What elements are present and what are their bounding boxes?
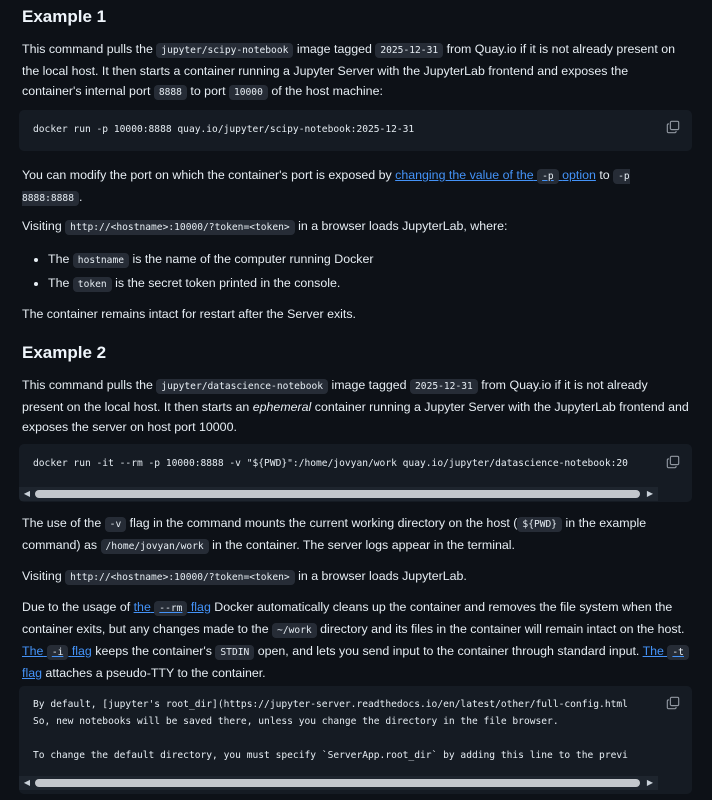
example-2-code-block (19, 444, 692, 502)
example-1-bullet-list (22, 249, 690, 295)
scrollbar-thumb[interactable] (35, 779, 640, 787)
list-item: • The hostname is the name of the computer running Docker (48, 249, 690, 271)
example-1-code[interactable]: docker run -p 10000:8888 quay.io/jupyter/scipy-notebook:2025-12-31 (33, 124, 415, 135)
copy-icon[interactable] (666, 455, 682, 471)
example-2-horizontal-scrollbar[interactable] (19, 487, 658, 501)
copy-icon[interactable] (666, 120, 682, 136)
example-1-heading: Example 1 (22, 7, 107, 26)
example-2-volume-text: The use of the -v flag in the command mounts the current working directory on the host ( ${PWD} in the example command) as /home/jovyan/work in the container. The server logs appear in the terminal. (22, 516, 647, 552)
example-2-flags-text: Due to the usage of the --rm flag Docker automatically cleans up the container and removes the file system when the container exits, but any changes made to the ~/work directory and its files in the container will remain intact on the host. The -i flag keeps the container's STDIN open, and lets you send input to the container through standard input. The -t flag attaches a pseudo-TTY to the container. (22, 597, 690, 683)
root-dir-code[interactable]: By default, [jupyter's root_dir](https://jupyter-server.readthedocs.io/en/latest/other/full-config.html So, new notebooks will be saved there, unless you change the directory in the file browser. To change the default directory, you must specify `ServerApp.root_dir` by adding this line to the previ (33, 699, 628, 761)
copy-icon[interactable] (666, 696, 682, 712)
scroll-left-arrow-icon[interactable]: ◀ (23, 489, 31, 498)
scroll-left-arrow-icon[interactable]: ◀ (23, 778, 31, 787)
rm-flag-link[interactable]: the --rm flag (133, 600, 211, 614)
root-dir-code-block (19, 686, 692, 794)
scrollbar-thumb[interactable] (35, 490, 640, 498)
example-2-description: This command pulls the jupyter/datascience-notebook image tagged 2025-12-31 from Quay.io if it is not already present on the local host. It then starts an ephemeral container running a Jupyter Server with the JupyterLab frontend and exposes the server on host port 10000. (22, 378, 689, 434)
example-1-port-text: You can modify the port on which the container's port is exposed by changing the value of the -p option to -p 8888:8888 . (22, 168, 630, 204)
i-flag-link[interactable]: The -i flag (22, 644, 92, 658)
root-dir-horizontal-scrollbar[interactable] (19, 776, 658, 790)
scroll-right-arrow-icon[interactable]: ▶ (646, 489, 654, 498)
list-item: • The token is the secret token printed in the console. (48, 273, 690, 295)
example-1-code-block (19, 110, 692, 151)
example-1-visiting-text: Visiting http://<hostname>:10000/?token=<token> in a browser loads JupyterLab, where: (22, 219, 508, 233)
example-2-code[interactable]: docker run -it --rm -p 10000:8888 -v "${PWD}":/home/jovyan/work quay.io/jupyter/datascience-notebook:20 (33, 458, 628, 469)
example-1-description: This command pulls the jupyter/scipy-notebook image tagged 2025-12-31 from Quay.io if it is not already present on the local host. It then starts a container running a Jupyter Server with the JupyterLab frontend and exposes the container's internal port 8888 to port 10000 of the host machine: (22, 42, 675, 98)
scroll-right-arrow-icon[interactable]: ▶ (646, 778, 654, 787)
t-flag-link[interactable]: The -t flag (22, 644, 689, 680)
port-mapping-code: -p 8888:8888 (22, 171, 630, 204)
port-option-link[interactable]: changing the value of the -p option (395, 168, 596, 182)
example-1-footer-text: The container remains intact for restart after the Server exits. (22, 307, 356, 321)
example-2-visiting-text: Visiting http://<hostname>:10000/?token=<token> in a browser loads JupyterLab. (22, 569, 467, 583)
example-2-heading: Example 2 (22, 343, 107, 362)
